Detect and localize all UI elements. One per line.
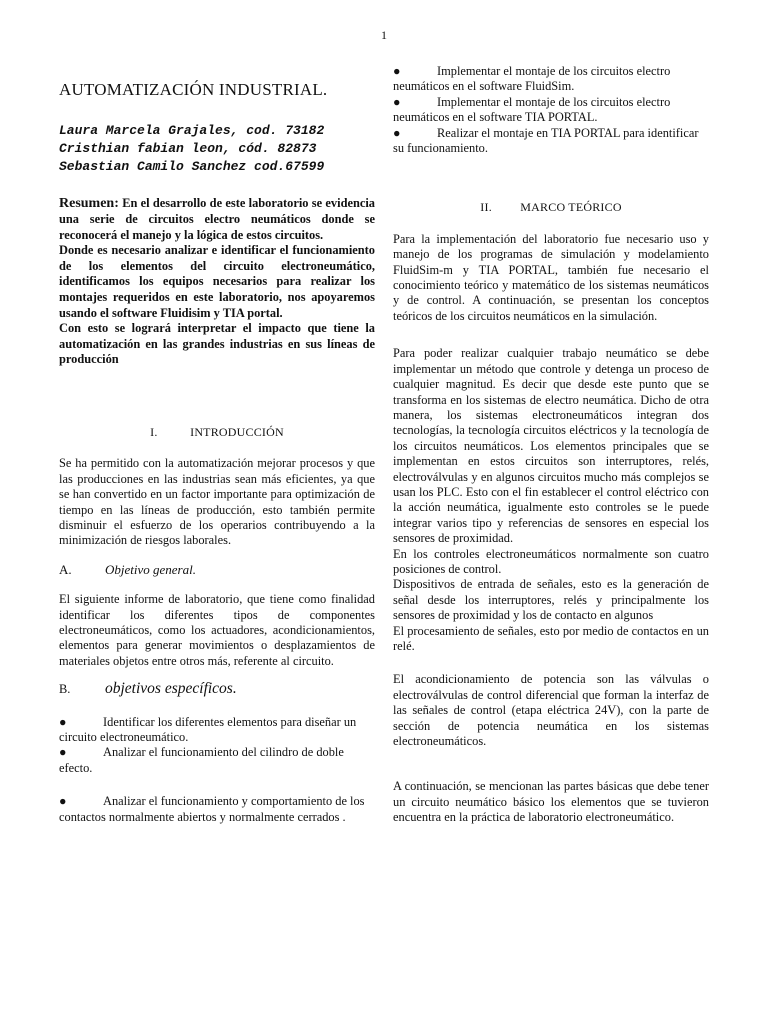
marco-paragraph-5: El procesamiento de señales, esto por medio de contactos en un relé. — [393, 623, 709, 653]
bullet-icon: ● — [393, 94, 401, 109]
marco-paragraph-7: A continuación, se mencionan las partes básicas que debe tener un circuito neumático básico los elementos que se tuvieron encuentra en la práctica de laboratorio electroneumático. — [393, 779, 709, 825]
marco-paragraph-3: En los controles electroneumáticos normalmente son cuatro posiciones de control. — [393, 546, 709, 576]
objective-item-5 — [393, 95, 709, 126]
objective-item-4 — [393, 64, 709, 95]
objective-text: Analizar el funcionamiento y comportamiento de los contactos normalmente abiertos y normalmente cerrados . — [59, 794, 365, 824]
bullet-icon: ● — [393, 125, 401, 140]
bullet-icon: ● — [59, 714, 67, 729]
subheading-objetivo-general — [59, 562, 375, 577]
objective-item-6 — [393, 126, 709, 157]
intro-paragraph: Se ha permitido con la automatización mejorar procesos y que las producciones en las industrias sean más eficientes, ya que se han convertido en un factor importante para optimización de tiempo en las líneas de producción, esto también permite disminuir el esfuerzo de los operarios contribuyendo a la minimización de riesgos laborales. — [59, 456, 375, 548]
page-number: 1 — [381, 28, 387, 42]
abstract — [59, 196, 375, 368]
section-number: II. — [480, 200, 492, 215]
abstract-paragraph-3: Con esto se logrará interpretar el impacto que tiene la automatización en las grandes industrias en sus líneas de producción — [59, 321, 375, 367]
subheading-objetivos-especificos — [59, 681, 375, 697]
objective-text: Implementar el montaje de los circuitos electro neumáticos en el software FluidSim. — [393, 64, 671, 94]
objective-item-3 — [59, 794, 375, 825]
left-column — [59, 64, 375, 825]
objective-text: Realizar el montaje en TIA PORTAL para identificar su funcionamiento. — [393, 125, 699, 156]
subheading-letter: A. — [59, 561, 72, 577]
bullet-icon: ● — [393, 64, 401, 78]
objective-text: Analizar el funcionamiento del cilindro de doble efecto. — [59, 745, 344, 775]
author-2: Cristhian fabian leon, cód. 82873 — [59, 141, 317, 157]
paper-title: AUTOMATIZACIÓN INDUSTRIAL. — [59, 80, 328, 99]
abstract-paragraph-1: En el desarrollo de este laboratorio se evidencia una serie de circuitos electro neumáticos donde se reconocerá el manejo y la lógica de estos circuitos. — [59, 196, 375, 242]
section-heading-marco-teorico — [393, 200, 709, 215]
abstract-label: Resumen: — [59, 196, 119, 212]
subheading-title: objetivos específicos. — [105, 680, 237, 698]
abstract-paragraph-2: Donde es necesario analizar e identificar el funcionamiento de los elementos del circuito electroneumático, identificamos los equipos necesarios para realizar los montajes requeridos en este laboratorio, nos apoyaremos usando el software Fluidisim y TIA portal. — [59, 243, 375, 320]
author-1: Laura Marcela Grajales, cod. 73182 — [59, 123, 325, 139]
objective-text: Identificar los diferentes elementos para diseñar un circuito electroneumático. — [59, 714, 357, 745]
subheading-title: Objetivo general. — [105, 561, 196, 577]
marco-paragraph-4: Dispositivos de entrada de señales, esto es la generación de señal desde los interruptores, relés y principalmente los sensores de proximidad y los de contacto en algunos — [393, 577, 709, 623]
subheading-letter: B. — [59, 682, 71, 697]
objective-text: Implementar el montaje de los circuitos electro neumáticos en el software TIA PORTAL. — [393, 94, 671, 125]
section-number: I. — [150, 424, 158, 439]
section-title: MARCO TEÓRICO — [520, 200, 622, 215]
right-column — [393, 64, 709, 826]
objective-item-1 — [59, 715, 375, 746]
marco-paragraph-2: Para poder realizar cualquier trabajo neumático se debe implementar un método que controle y detenga un proceso de cualquier magnitud. Es decir que desde este punto que se transforma en los sistemas de electro neumática. Dicho de otra manera, los sistemas electroneumáticos integran dos tecnologías, la tecnología circuitos eléctricos y la tecnología de los circuitos neumáticos. Los elementos principales que se implementan en estos circuitos son interruptores, relés, electroválvulas y en algunos circuitos mucho más complejos se usan los PLC. Esto con el fin establecer el control eléctrico con la acción neumática, igualmente esto controles se le puede integrar varios tipo y referencias de sensores en especial los sensores de proximidad. — [393, 346, 709, 546]
section-heading-introduccion — [59, 425, 375, 440]
author-3: Sebastian Camilo Sanchez cod.67599 — [59, 159, 325, 175]
author-list — [59, 122, 375, 176]
bullet-icon: ● — [59, 745, 67, 760]
marco-paragraph-1: Para la implementación del laboratorio fue necesario uso y manejo de los programas de simulación y modelamiento FluidSim-m y TIA PORTAL, también fue necesario el conocimiento teórico y matemático de los sistemas neumáticos y de control. A continuación, se presentan los conceptos teóricos de los circuitos neumáticos en la simulación. — [393, 231, 709, 323]
section-title: INTRODUCCIÓN — [190, 424, 284, 439]
objective-general-paragraph: El siguiente informe de laboratorio, que tiene como finalidad identificar los diferentes tipos de componentes electroneumáticos, como los actuadores, acondicionamientos, elementos para generar movimientos o desplazamientos de materiales objetos entre otros más, referente al circuito. — [59, 592, 375, 668]
bullet-icon: ● — [59, 794, 67, 809]
objective-item-2 — [59, 745, 375, 776]
marco-paragraph-6: El acondicionamiento de potencia son las válvulas o electroválvulas de control diferencial que forman la interfaz de las señales de control (etapa eléctrica 24V), con la parte de sección de potencia neumática en los sistemas electroneumáticos. — [393, 672, 709, 749]
